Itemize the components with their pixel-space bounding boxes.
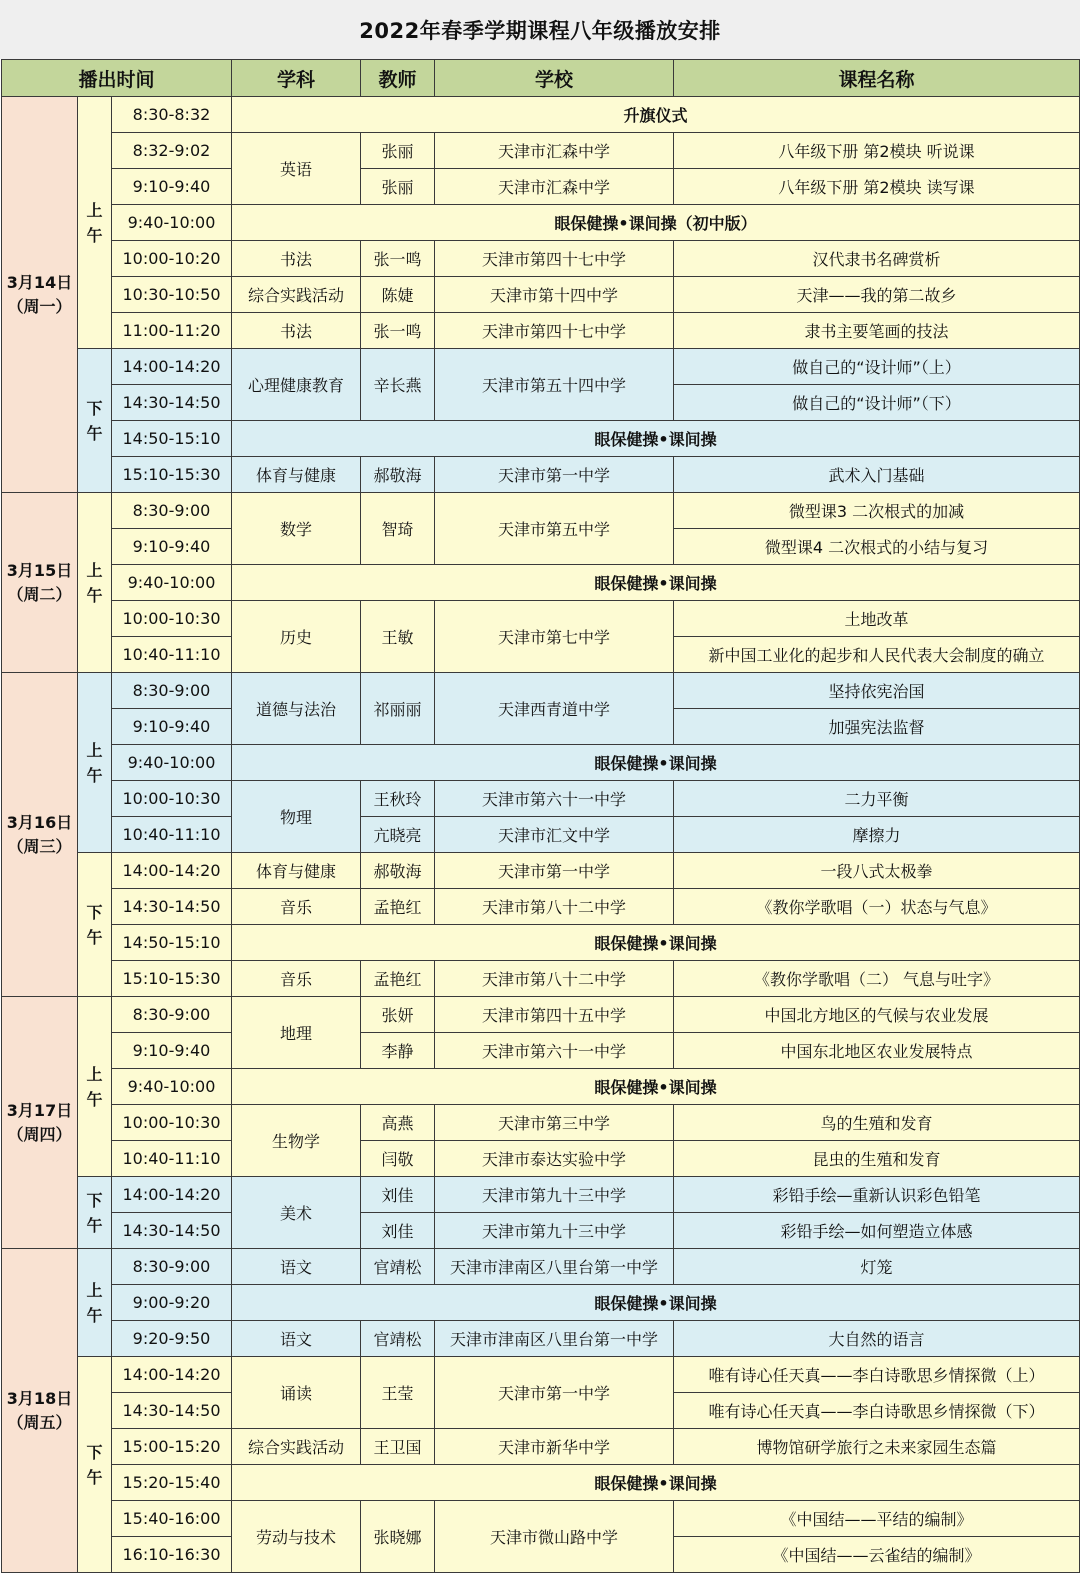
table-row (2, 97, 1080, 133)
table-row (2, 781, 1080, 817)
course-cell: 唯有诗心任天真——李白诗歌思乡情探微（下） (674, 1393, 1080, 1429)
subject-cell: 语文 (232, 1249, 361, 1285)
course-cell: 昆虫的生殖和发育 (674, 1141, 1080, 1177)
date-cell: 3月17日 （周四） (2, 997, 78, 1249)
course-cell: 摩擦力 (674, 817, 1080, 853)
page-title: 2022年春季学期课程八年级播放安排 (359, 18, 721, 43)
time-cell: 9:40-10:00 (112, 205, 232, 241)
table-row (2, 133, 1080, 169)
school-cell: 天津市第八十二中学 (435, 961, 674, 997)
table-row (2, 601, 1080, 637)
course-cell: 天津——我的第二故乡 (674, 277, 1080, 313)
course-cell: 八年级下册 第2模块 听说课 (674, 133, 1080, 169)
table-row (2, 1249, 1080, 1285)
teacher-cell: 张丽 (361, 133, 435, 169)
subject-cell: 书法 (232, 313, 361, 349)
time-cell: 10:00-10:30 (112, 601, 232, 637)
course-cell: 《中国结——云雀结的编制》 (674, 1537, 1080, 1573)
course-cell: 《中国结——平结的编制》 (674, 1501, 1080, 1537)
time-cell: 10:00-10:30 (112, 1105, 232, 1141)
table-row (2, 565, 1080, 601)
header-teacher: 教师 (361, 60, 435, 97)
event-cell: 眼保健操•课间操 (232, 421, 1080, 457)
table-row (2, 853, 1080, 889)
school-cell: 天津市第四十五中学 (435, 997, 674, 1033)
table-row (2, 1429, 1080, 1465)
title-bar (0, 0, 1080, 59)
school-cell: 天津市第六十一中学 (435, 781, 674, 817)
time-cell: 10:40-11:10 (112, 637, 232, 673)
teacher-cell: 闫敬 (361, 1141, 435, 1177)
time-cell: 15:00-15:20 (112, 1429, 232, 1465)
school-cell: 天津市汇森中学 (435, 169, 674, 205)
course-cell: 灯笼 (674, 1249, 1080, 1285)
teacher-cell: 孟艳红 (361, 961, 435, 997)
table-row (2, 349, 1080, 385)
subject-cell: 诵读 (232, 1357, 361, 1429)
course-cell: 微型课3 二次根式的加减 (674, 493, 1080, 529)
table-row (2, 1285, 1080, 1321)
table-row (2, 1069, 1080, 1105)
subject-cell: 音乐 (232, 961, 361, 997)
teacher-cell: 张晓娜 (361, 1501, 435, 1573)
time-cell: 9:10-9:40 (112, 1033, 232, 1069)
time-cell: 14:50-15:10 (112, 421, 232, 457)
teacher-cell: 高燕 (361, 1105, 435, 1141)
course-cell: 汉代隶书名碑赏析 (674, 241, 1080, 277)
subject-cell: 美术 (232, 1177, 361, 1249)
school-cell: 天津市第一中学 (435, 457, 674, 493)
school-cell: 天津市第一中学 (435, 853, 674, 889)
school-cell: 天津市新华中学 (435, 1429, 674, 1465)
course-cell: 一段八式太极拳 (674, 853, 1080, 889)
teacher-cell: 刘佳 (361, 1177, 435, 1213)
table-row (2, 889, 1080, 925)
teacher-cell: 郝敬海 (361, 457, 435, 493)
table-row (2, 925, 1080, 961)
teacher-cell: 张一鸣 (361, 313, 435, 349)
event-cell: 眼保健操•课间操（初中版） (232, 205, 1080, 241)
school-cell: 天津市第九十三中学 (435, 1213, 674, 1249)
subject-cell: 劳动与技术 (232, 1501, 361, 1573)
subject-cell: 综合实践活动 (232, 1429, 361, 1465)
date-cell: 3月18日 （周五） (2, 1249, 78, 1573)
table-row (2, 493, 1080, 529)
subject-cell: 音乐 (232, 889, 361, 925)
course-cell: 微型课4 二次根式的小结与复习 (674, 529, 1080, 565)
time-cell: 14:30-14:50 (112, 1213, 232, 1249)
time-cell: 8:30-8:32 (112, 97, 232, 133)
time-cell: 8:30-9:00 (112, 1249, 232, 1285)
teacher-cell: 郝敬海 (361, 853, 435, 889)
table-row (2, 745, 1080, 781)
teacher-cell: 祁丽丽 (361, 673, 435, 745)
subject-cell: 道德与法治 (232, 673, 361, 745)
time-cell: 15:10-15:30 (112, 961, 232, 997)
time-cell: 14:30-14:50 (112, 385, 232, 421)
time-cell: 9:40-10:00 (112, 1069, 232, 1105)
schedule-table (1, 59, 1080, 1573)
course-cell: 新中国工业化的起步和人民代表大会制度的确立 (674, 637, 1080, 673)
half-day-cell: 下午 (78, 1357, 112, 1573)
half-day-cell: 下午 (78, 349, 112, 493)
time-cell: 14:00-14:20 (112, 853, 232, 889)
time-cell: 14:00-14:20 (112, 1177, 232, 1213)
time-cell: 14:30-14:50 (112, 1393, 232, 1429)
header-time: 播出时间 (2, 60, 232, 97)
course-cell: 加强宪法监督 (674, 709, 1080, 745)
course-cell: 八年级下册 第2模块 读写课 (674, 169, 1080, 205)
subject-cell: 生物学 (232, 1105, 361, 1177)
school-cell: 天津市第五中学 (435, 493, 674, 565)
subject-cell: 心理健康教育 (232, 349, 361, 421)
table-row (2, 1465, 1080, 1501)
half-day-cell: 上午 (78, 97, 112, 349)
table-row (2, 1357, 1080, 1393)
date-cell: 3月15日 （周二） (2, 493, 78, 673)
table-row (2, 1177, 1080, 1213)
time-cell: 15:20-15:40 (112, 1465, 232, 1501)
time-cell: 9:10-9:40 (112, 529, 232, 565)
course-cell: 坚持依宪治国 (674, 673, 1080, 709)
teacher-cell: 王卫国 (361, 1429, 435, 1465)
time-cell: 14:50-15:10 (112, 925, 232, 961)
table-row (2, 1033, 1080, 1069)
header-course: 课程名称 (674, 60, 1080, 97)
half-day-cell: 上午 (78, 1249, 112, 1357)
course-cell: 唯有诗心任天真——李白诗歌思乡情探微（上） (674, 1357, 1080, 1393)
event-cell: 眼保健操•课间操 (232, 1285, 1080, 1321)
table-row (2, 1321, 1080, 1357)
teacher-cell: 张妍 (361, 997, 435, 1033)
table-row (2, 1105, 1080, 1141)
subject-cell: 历史 (232, 601, 361, 673)
school-cell: 天津市第十四中学 (435, 277, 674, 313)
time-cell: 8:30-9:00 (112, 493, 232, 529)
subject-cell: 地理 (232, 997, 361, 1069)
date-cell: 3月14日 （周一） (2, 97, 78, 493)
teacher-cell: 刘佳 (361, 1213, 435, 1249)
event-cell: 眼保健操•课间操 (232, 565, 1080, 601)
school-cell: 天津市津南区八里台第一中学 (435, 1321, 674, 1357)
school-cell: 天津市汇森中学 (435, 133, 674, 169)
course-cell: 大自然的语言 (674, 1321, 1080, 1357)
teacher-cell: 王莹 (361, 1357, 435, 1429)
course-cell: 做自己的“设计师”（上） (674, 349, 1080, 385)
half-day-cell: 上午 (78, 493, 112, 673)
course-cell: 中国东北地区农业发展特点 (674, 1033, 1080, 1069)
teacher-cell: 李静 (361, 1033, 435, 1069)
course-cell: 二力平衡 (674, 781, 1080, 817)
time-cell: 8:32-9:02 (112, 133, 232, 169)
school-cell: 天津市第一中学 (435, 1357, 674, 1429)
school-cell: 天津市汇文中学 (435, 817, 674, 853)
time-cell: 15:40-16:00 (112, 1501, 232, 1537)
course-cell: 中国北方地区的气候与农业发展 (674, 997, 1080, 1033)
teacher-cell: 王秋玲 (361, 781, 435, 817)
time-cell: 8:30-9:00 (112, 673, 232, 709)
table-row (2, 277, 1080, 313)
event-cell: 眼保健操•课间操 (232, 745, 1080, 781)
school-cell: 天津西青道中学 (435, 673, 674, 745)
half-day-cell: 下午 (78, 1177, 112, 1249)
school-cell: 天津市第四十七中学 (435, 241, 674, 277)
table-row (2, 1501, 1080, 1537)
table-row (2, 1141, 1080, 1177)
time-cell: 16:10-16:30 (112, 1537, 232, 1573)
course-cell: 《教你学歌唱（一）状态与气息》 (674, 889, 1080, 925)
half-day-cell: 下午 (78, 853, 112, 997)
school-cell: 天津市第五十四中学 (435, 349, 674, 421)
date-cell: 3月16日 （周三） (2, 673, 78, 997)
event-cell: 眼保健操•课间操 (232, 1465, 1080, 1501)
table-row (2, 997, 1080, 1033)
event-cell: 眼保健操•课间操 (232, 1069, 1080, 1105)
course-cell: 隶书主要笔画的技法 (674, 313, 1080, 349)
time-cell: 14:00-14:20 (112, 349, 232, 385)
time-cell: 11:00-11:20 (112, 313, 232, 349)
time-cell: 14:30-14:50 (112, 889, 232, 925)
table-row (2, 169, 1080, 205)
time-cell: 9:20-9:50 (112, 1321, 232, 1357)
course-cell: 土地改革 (674, 601, 1080, 637)
subject-cell: 数学 (232, 493, 361, 565)
teacher-cell: 陈婕 (361, 277, 435, 313)
school-cell: 天津市第三中学 (435, 1105, 674, 1141)
subject-cell: 物理 (232, 781, 361, 853)
table-row (2, 961, 1080, 997)
course-cell: 彩铅手绘—重新认识彩色铅笔 (674, 1177, 1080, 1213)
event-cell: 升旗仪式 (232, 97, 1080, 133)
time-cell: 14:00-14:20 (112, 1357, 232, 1393)
school-cell: 天津市泰达实验中学 (435, 1141, 674, 1177)
teacher-cell: 官靖松 (361, 1249, 435, 1285)
teacher-cell: 官靖松 (361, 1321, 435, 1357)
time-cell: 8:30-9:00 (112, 997, 232, 1033)
table-row (2, 1213, 1080, 1249)
table-row (2, 241, 1080, 277)
event-cell: 眼保健操•课间操 (232, 925, 1080, 961)
time-cell: 9:10-9:40 (112, 169, 232, 205)
table-row (2, 205, 1080, 241)
teacher-cell: 智琦 (361, 493, 435, 565)
half-day-cell: 上午 (78, 673, 112, 853)
table-row (2, 673, 1080, 709)
school-cell: 天津市微山路中学 (435, 1501, 674, 1573)
subject-cell: 综合实践活动 (232, 277, 361, 313)
teacher-cell: 孟艳红 (361, 889, 435, 925)
course-cell: 武术入门基础 (674, 457, 1080, 493)
time-cell: 10:00-10:20 (112, 241, 232, 277)
time-cell: 9:10-9:40 (112, 709, 232, 745)
teacher-cell: 辛长燕 (361, 349, 435, 421)
school-cell: 天津市津南区八里台第一中学 (435, 1249, 674, 1285)
school-cell: 天津市第四十七中学 (435, 313, 674, 349)
subject-cell: 英语 (232, 133, 361, 205)
table-row (2, 817, 1080, 853)
time-cell: 10:30-10:50 (112, 277, 232, 313)
subject-cell: 体育与健康 (232, 457, 361, 493)
time-cell: 15:10-15:30 (112, 457, 232, 493)
subject-cell: 语文 (232, 1321, 361, 1357)
time-cell: 10:00-10:30 (112, 781, 232, 817)
time-cell: 9:40-10:00 (112, 565, 232, 601)
course-cell: 《教你学歌唱（二） 气息与吐字》 (674, 961, 1080, 997)
teacher-cell: 亢晓亮 (361, 817, 435, 853)
course-cell: 做自己的“设计师”（下） (674, 385, 1080, 421)
header-row (2, 60, 1080, 97)
time-cell: 9:40-10:00 (112, 745, 232, 781)
school-cell: 天津市第六十一中学 (435, 1033, 674, 1069)
time-cell: 10:40-11:10 (112, 817, 232, 853)
course-cell: 彩铅手绘—如何塑造立体感 (674, 1213, 1080, 1249)
time-cell: 10:40-11:10 (112, 1141, 232, 1177)
subject-cell: 体育与健康 (232, 853, 361, 889)
course-cell: 鸟的生殖和发育 (674, 1105, 1080, 1141)
header-subject: 学科 (232, 60, 361, 97)
school-cell: 天津市第九十三中学 (435, 1177, 674, 1213)
half-day-cell: 上午 (78, 997, 112, 1177)
school-cell: 天津市第八十二中学 (435, 889, 674, 925)
teacher-cell: 张一鸣 (361, 241, 435, 277)
course-cell: 博物馆研学旅行之未来家园生态篇 (674, 1429, 1080, 1465)
teacher-cell: 张丽 (361, 169, 435, 205)
header-school: 学校 (435, 60, 674, 97)
time-cell: 9:00-9:20 (112, 1285, 232, 1321)
table-row (2, 313, 1080, 349)
table-row (2, 421, 1080, 457)
table-row (2, 457, 1080, 493)
school-cell: 天津市第七中学 (435, 601, 674, 673)
subject-cell: 书法 (232, 241, 361, 277)
teacher-cell: 王敏 (361, 601, 435, 673)
